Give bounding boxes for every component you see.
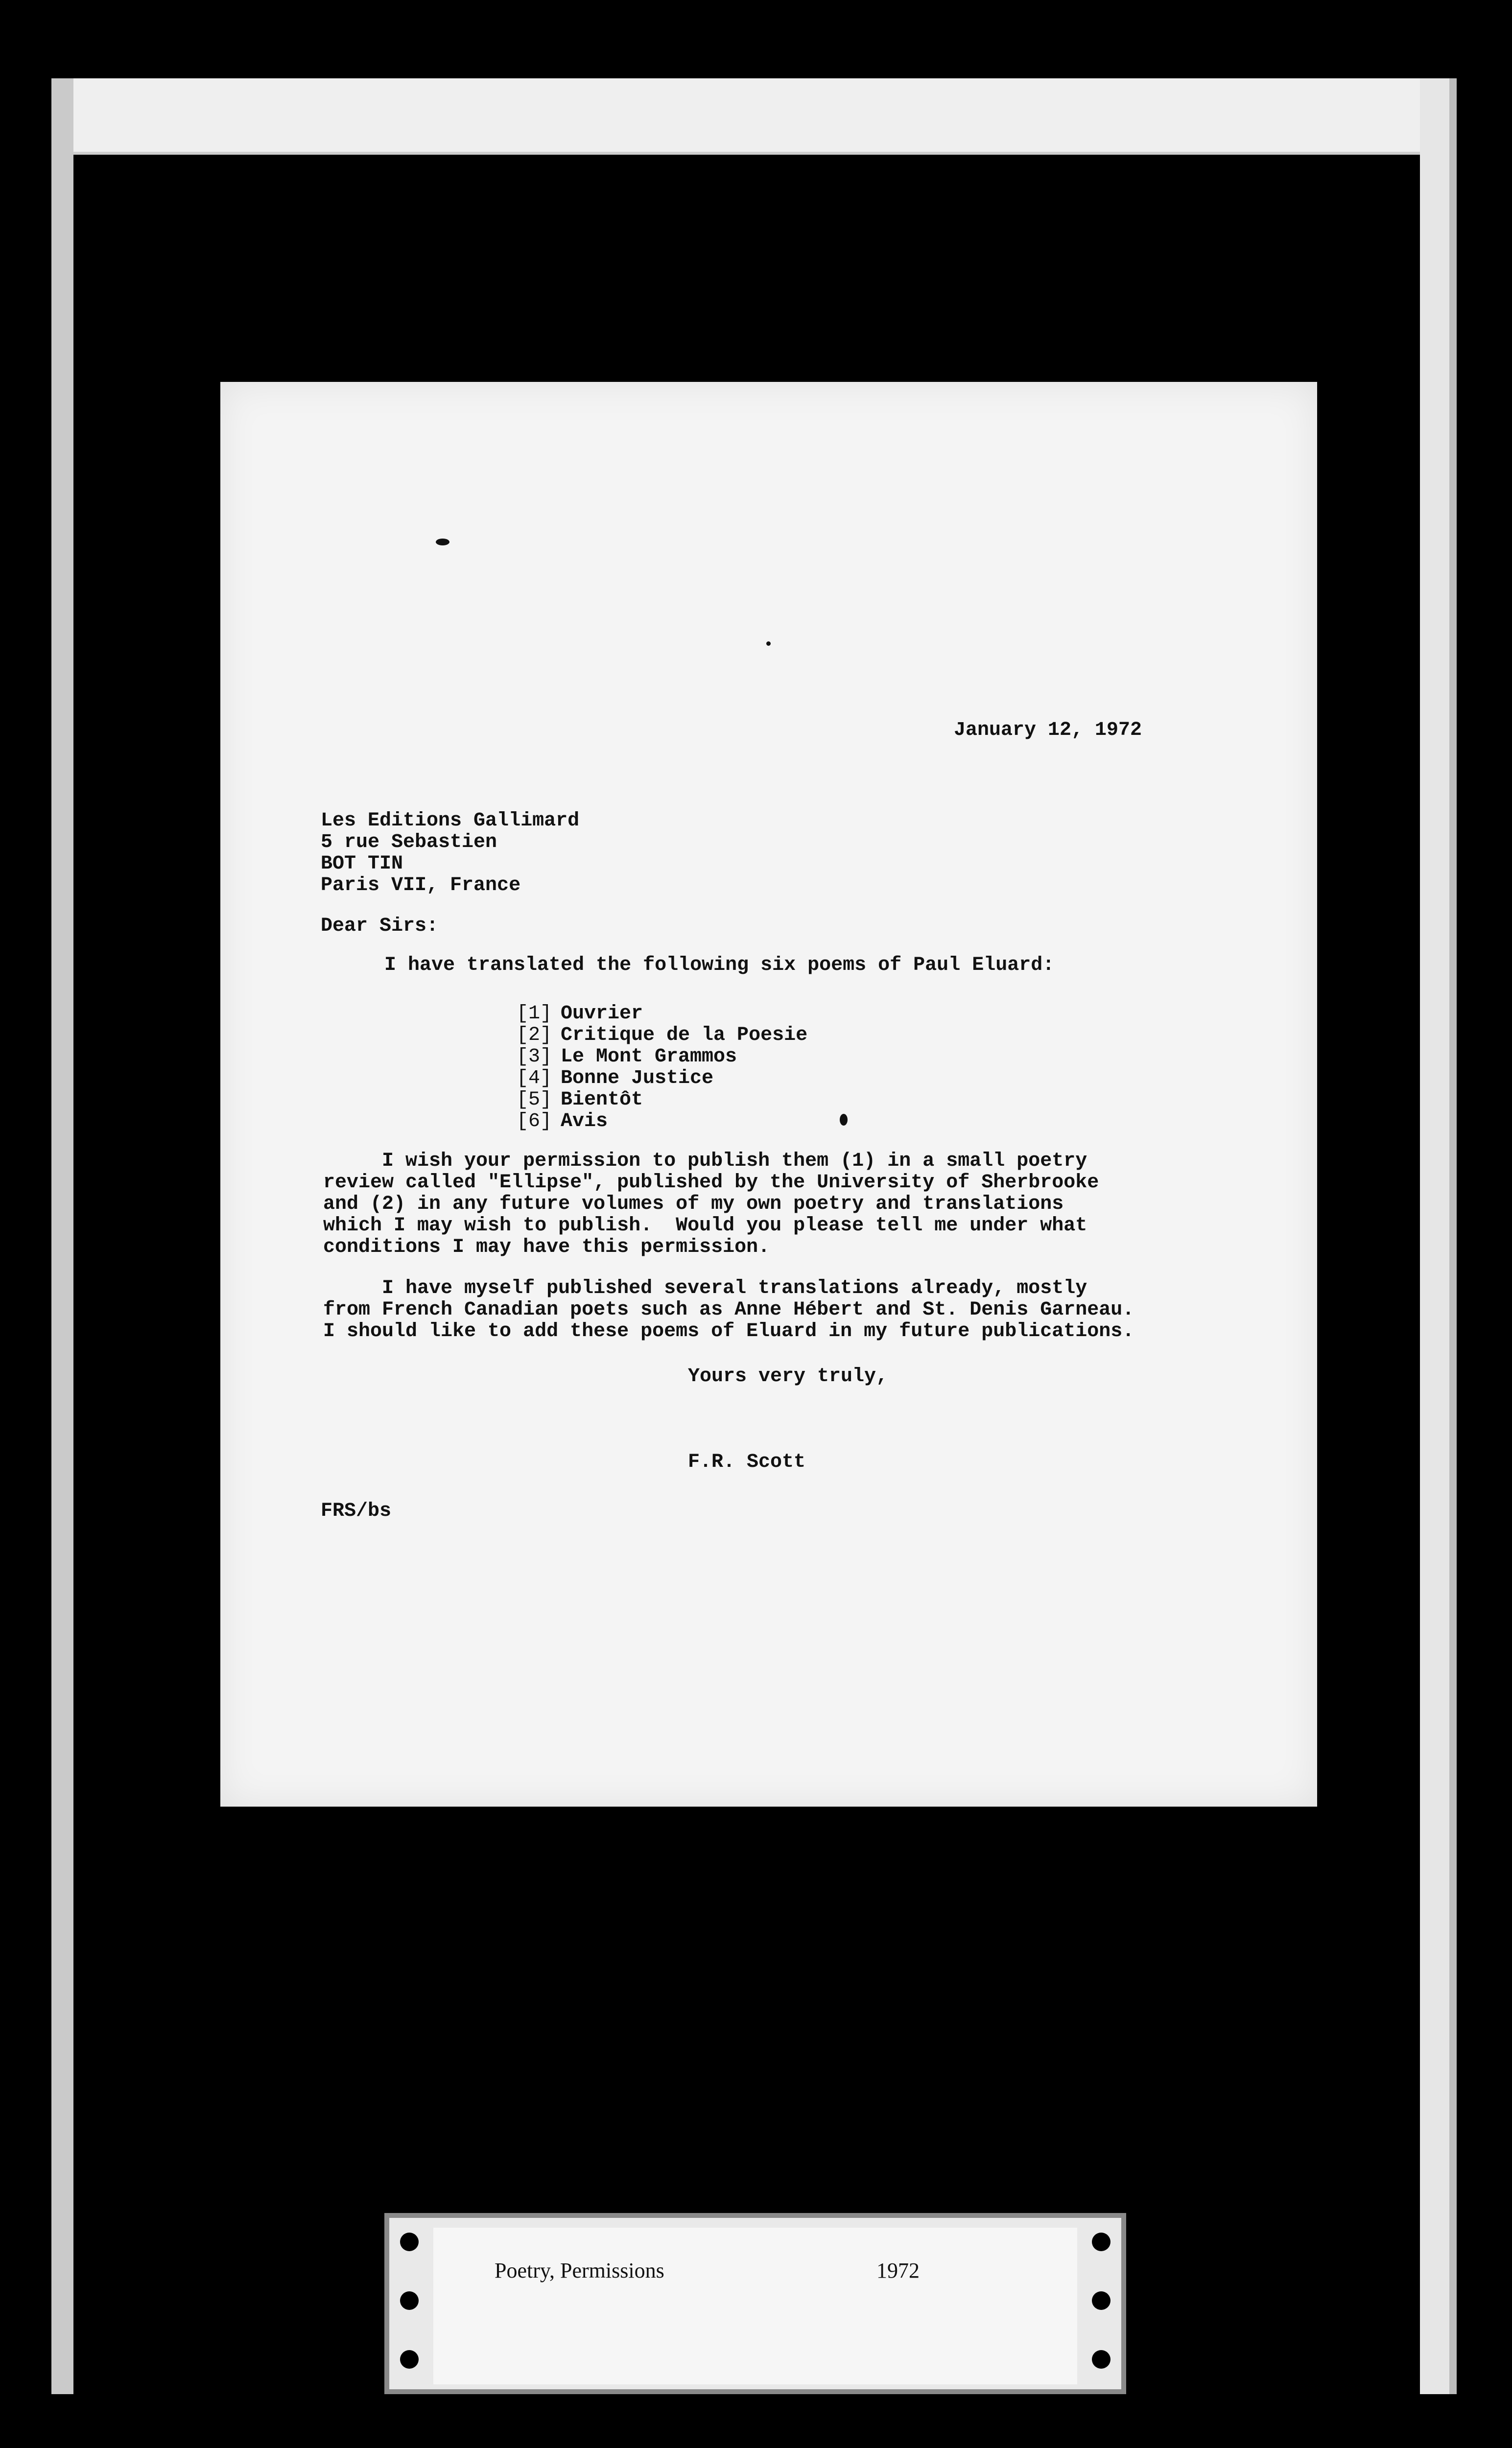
ink-speck — [766, 641, 771, 646]
poem-item — [517, 1089, 807, 1110]
poem-item — [517, 1110, 807, 1132]
letter-intro: I have translated the following six poems of Paul Eluard: — [384, 954, 1055, 976]
poem-title: Bonne Justice — [561, 1067, 714, 1089]
card-hole — [1092, 2291, 1110, 2310]
letter-closing: Yours very truly, — [688, 1365, 888, 1388]
card-hole — [400, 2350, 419, 2369]
film-top-strip — [51, 78, 1457, 155]
letter-paragraph-permission: I wish your permission to publish them (1) in a small poetry review called "Ellipse", published by the University of Sherbrooke and (2) in any future volumes of my own poetry and translations which I may wish to publish. Would you please tell me under what conditions I may have this permission. — [323, 1150, 1099, 1258]
recipient-address: Les Editions Gallimard 5 rue Sebastien BOT TIN Paris VII, France — [321, 810, 580, 896]
card-hole — [1092, 2233, 1110, 2251]
poem-number: [6] — [517, 1110, 552, 1132]
poem-item — [517, 1046, 807, 1067]
card-hole — [400, 2233, 419, 2251]
poem-item — [517, 1067, 807, 1089]
poem-title: Ouvrier — [561, 1002, 643, 1025]
card-year: 1972 — [876, 2259, 920, 2283]
typist-initials: FRS/bs — [321, 1500, 392, 1522]
card-title: Poetry, Permissions — [495, 2259, 664, 2283]
index-card — [384, 2213, 1126, 2394]
ink-speck — [840, 1114, 848, 1126]
card-hole — [1092, 2350, 1110, 2369]
card-hole — [400, 2291, 419, 2310]
poem-number: [3] — [517, 1045, 552, 1068]
ink-speck — [436, 539, 449, 545]
letter-signer: F.R. Scott — [688, 1451, 806, 1473]
poem-title: Bientôt — [561, 1088, 643, 1111]
film-right-edge — [1449, 78, 1457, 2394]
letter-greeting: Dear Sirs: — [321, 915, 439, 937]
film-left-strip — [51, 78, 73, 2394]
poem-title: Avis — [561, 1110, 608, 1132]
poem-item — [517, 1003, 807, 1024]
poem-number: [2] — [517, 1024, 552, 1046]
poem-number: [4] — [517, 1067, 552, 1089]
poem-title: Critique de la Poesie — [561, 1024, 808, 1046]
letter-paragraph-translations: I have myself published several translations already, mostly from French Canadian poets such as Anne Hébert and St. Denis Garneau. I should like to add these poems of Eluard in my future publications. — [323, 1277, 1134, 1342]
letter-date: January 12, 1972 — [954, 719, 1142, 741]
poem-title: Le Mont Grammos — [561, 1045, 737, 1068]
letter-sheet — [220, 382, 1317, 1807]
poem-number: [1] — [517, 1002, 552, 1025]
card-face — [433, 2228, 1077, 2384]
poem-number: [5] — [517, 1088, 552, 1111]
poem-item — [517, 1024, 807, 1046]
poem-list — [517, 1003, 807, 1132]
